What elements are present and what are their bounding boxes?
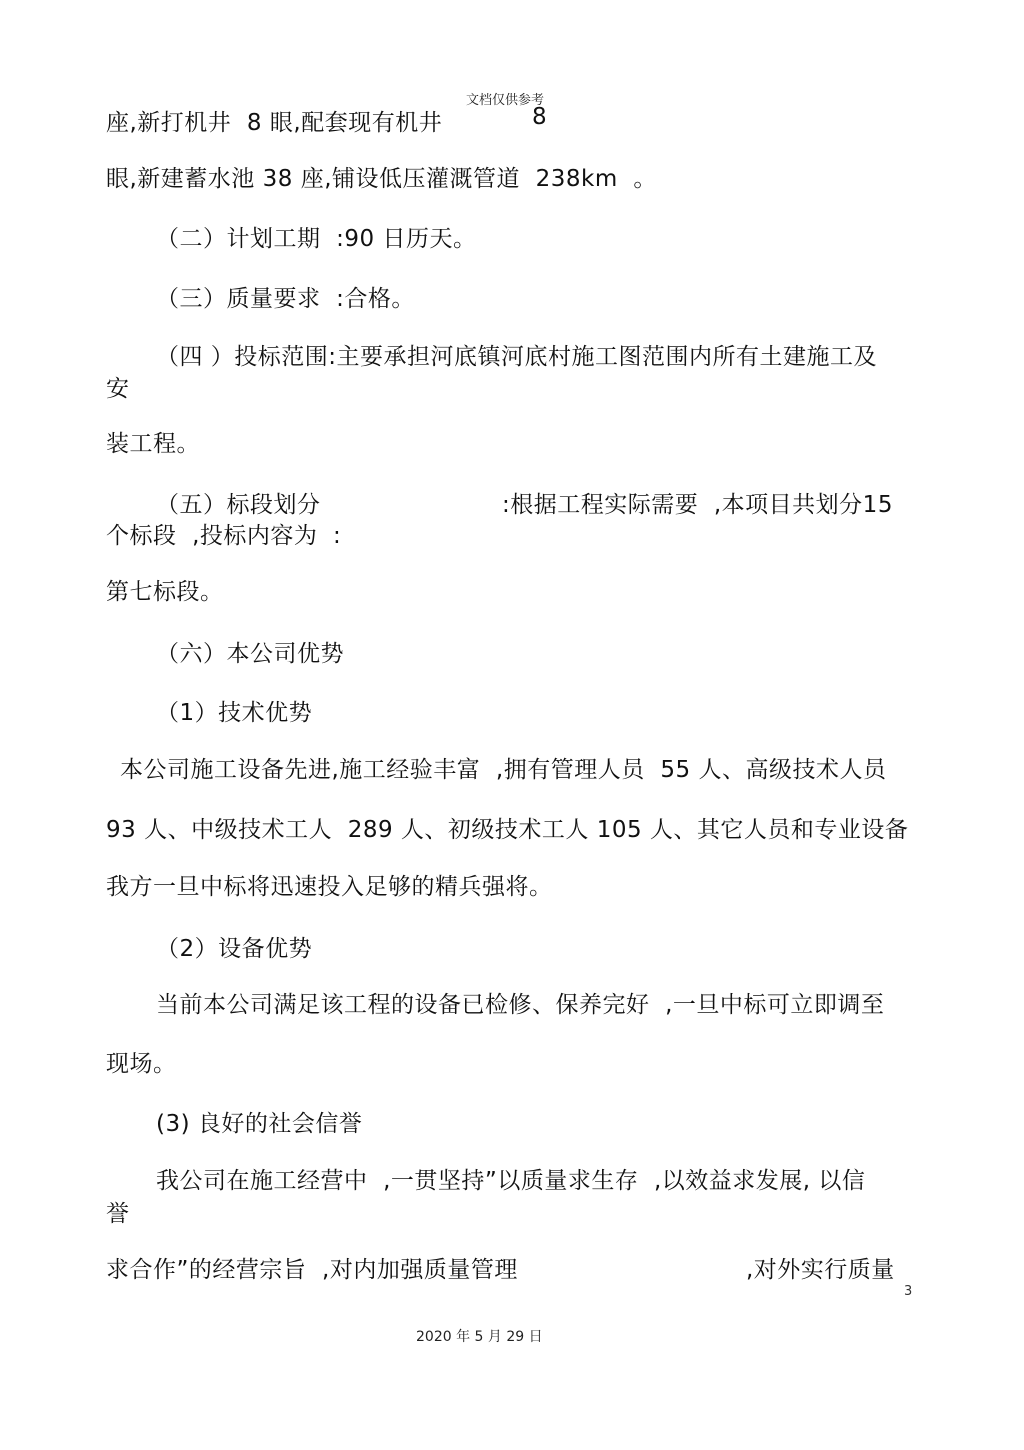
body-line: 个标段 ,投标内容为 : bbox=[106, 523, 342, 549]
body-line: （三）质量要求 :合格。 bbox=[156, 286, 415, 312]
body-line: 装工程。 bbox=[106, 431, 200, 457]
body-line: 座,新打机井 8 眼,配套现有机井 bbox=[106, 110, 443, 136]
footer-date: 2020 年 5 月 29 日 bbox=[416, 1329, 543, 1345]
body-line: 第七标段。 bbox=[106, 579, 224, 605]
body-line: ,对外实行质量 bbox=[746, 1257, 895, 1283]
body-line: （五）标段划分 bbox=[156, 492, 321, 518]
body-line: 93 人、中级技术工人 289 人、初级技术工人 105 人、其它人员和专业设备 bbox=[106, 817, 909, 843]
body-line: 本公司施工设备先进,施工经验丰富 ,拥有管理人员 55 人、高级技术人员 bbox=[120, 757, 887, 783]
body-line: 誉 bbox=[106, 1201, 130, 1227]
body-line: （六）本公司优势 bbox=[156, 641, 344, 667]
body-line: 当前本公司满足该工程的设备已检修、保养完好 ,一旦中标可立即调至 bbox=[156, 992, 885, 1018]
body-line: (3) 良好的社会信誉 bbox=[156, 1111, 363, 1137]
body-line: 安 bbox=[106, 376, 130, 402]
body-line: 求合作”的经营宗旨 ,对内加强质量管理 bbox=[106, 1257, 518, 1283]
header-note: 文档仅供参考 bbox=[466, 93, 545, 108]
body-line: :根据工程实际需要 ,本项目共划分15 bbox=[502, 492, 893, 518]
body-line: 现场。 bbox=[106, 1051, 177, 1077]
body-line: （1）技术优势 bbox=[156, 700, 313, 726]
body-line: 我方一旦中标将迅速投入足够的精兵强将。 bbox=[106, 874, 553, 900]
body-line: 8 bbox=[532, 104, 548, 130]
body-line: 我公司在施工经营中 ,一贯坚持”以质量求生存 ,以效益求发展, 以信 bbox=[156, 1168, 866, 1194]
body-line: （二）计划工期 :90 日历天。 bbox=[156, 226, 477, 252]
page-number: 3 bbox=[904, 1284, 913, 1299]
body-line: （四 ）投标范围:主要承担河底镇河底村施工图范围内所有土建施工及 bbox=[156, 344, 878, 370]
body-line: （2）设备优势 bbox=[156, 936, 313, 962]
body-line: 眼,新建蓄水池 38 座,铺设低压灌溉管道 238km 。 bbox=[106, 166, 657, 192]
